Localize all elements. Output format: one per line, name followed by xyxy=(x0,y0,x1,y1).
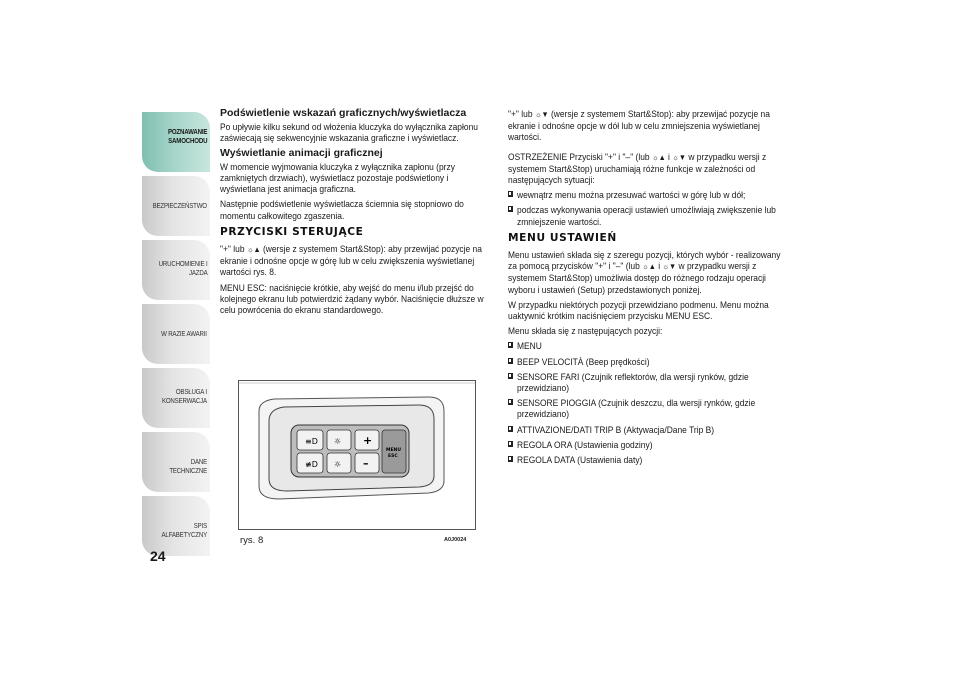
paragraph-menu-submenu: W przypadku niektórych pozycji przewidziano podmenu. Menu można uaktywnić krótkim naciśnięciem przycisku MENU ESC. xyxy=(508,298,769,322)
page-number: 24 xyxy=(150,548,166,564)
sidebar-item-label: OBSŁUGA I KONSERWACJA xyxy=(162,387,207,405)
light-up-icon: ☼▲ xyxy=(642,262,656,272)
list-item: SENSORE FARI (Czujnik reflektorów, dla wersji rynków, gdzie przewidziano) xyxy=(508,371,784,393)
light-down-icon: ☼▼ xyxy=(662,262,677,272)
checkbox-bullet-icon xyxy=(508,342,513,348)
light-down-icon: ☼▼ xyxy=(672,152,687,162)
checkbox-bullet-icon xyxy=(508,426,513,432)
list-item: MENU xyxy=(508,340,784,351)
plus-button-label: + xyxy=(363,434,373,447)
esc-button-label: ESC xyxy=(388,454,398,459)
heading-settings-menu: MENU USTAWIEŃ xyxy=(508,231,617,244)
paragraph-menu-items-intro: Menu składa się z następujących pozycji: xyxy=(508,325,663,337)
sidebar-item-label: URUCHOMIENIE I JAZDA xyxy=(158,259,207,277)
svg-text:≢D: ≢D xyxy=(305,460,318,469)
sidebar-item-poznawanie[interactable] xyxy=(142,112,210,172)
checkbox-bullet-icon xyxy=(508,373,513,379)
dashboard-buttons-illustration xyxy=(239,381,475,529)
checkbox-bullet-icon xyxy=(508,206,513,212)
paragraph-menu-intro: Menu ustawień składa się z szeregu pozycji, których wybór - realizowany za pomocą przycisków "+" i "–" (lub ☼▲ i ☼▼ w przypadku wersji z systemem Start&Stop) umożliwia dostęp do różnego rodzaju operacji wyboru i ustawień (Setup) przedstawionych poniżej. xyxy=(508,249,781,295)
sidebar-item-label: DANE TECHNICZNE xyxy=(169,457,207,475)
list-item: SENSORE PIOGGIA (Czujnik deszczu, dla wersji rynków, gdzie przewidziano) xyxy=(508,397,784,419)
list-item: BEEP VELOCITÀ (Beep prędkości) xyxy=(508,356,784,367)
sidebar-item-label: W RAZIE AWARII xyxy=(161,329,207,338)
paragraph-minus: "+" lub ☼▼ (wersje z systemem Start&Stop): aby przewijać pozycje na ekranie i odnośne opcje w dół lub w celu zmniejszenia wyświetlanej wartości. xyxy=(508,108,770,143)
checkbox-bullet-icon xyxy=(508,191,513,197)
paragraph-plus: "+" lub ☼▲ (wersje z systemem Start&Stop): aby przewijać pozycje na ekranie i odnośne opcje w górę lub w celu zwiększenia wyświetlanej wartości rys. 8. xyxy=(220,243,482,278)
svg-text:☼: ☼ xyxy=(334,460,342,469)
sidebar-item-spis[interactable] xyxy=(142,496,210,556)
light-up-icon: ☼▲ xyxy=(651,152,666,162)
light-icon: ☼▼ xyxy=(534,110,549,119)
figure-code: A0J0024 xyxy=(444,537,467,543)
figure-caption: rys. 8 xyxy=(240,535,264,546)
list-item: ATTIVAZIONE/DATI TRIP B (Aktywacja/Dane Trip B) xyxy=(508,424,784,435)
minus-button-label: – xyxy=(363,457,369,470)
heading-control-buttons: PRZYCISKI STERUJĄCE xyxy=(220,225,364,238)
situations-list xyxy=(508,189,784,227)
list-item: REGOLA ORA (Ustawienia godziny) xyxy=(508,439,784,450)
checkbox-bullet-icon xyxy=(508,456,513,462)
checkbox-bullet-icon xyxy=(508,399,513,405)
list-item: wewnątrz menu można przesuwać wartości w górę lub w dół; xyxy=(508,189,784,200)
svg-text:≡D: ≡D xyxy=(305,437,318,446)
menu-button-label: MENU xyxy=(386,448,401,453)
checkbox-bullet-icon xyxy=(508,358,513,364)
sidebar-item-obsluga[interactable] xyxy=(142,368,210,428)
sidebar-item-label: BEZPIECZEŃSTWO xyxy=(152,201,207,210)
sidebar-item-awarii[interactable] xyxy=(142,304,210,364)
sidebar-item-bezpieczenstwo[interactable] xyxy=(142,176,210,236)
paragraph-warning: OSTRZEŻENIE Przyciski "+" i "–" (lub ☼▲ i ☼▼ w przypadku wersji z systemem Start&Stop) uruchamiają różne funkcje w zależności od następujących sytuacji: xyxy=(508,150,767,186)
figure-control-buttons xyxy=(238,380,476,530)
heading-animation: Wyświetlanie animacji graficznej xyxy=(220,146,383,159)
list-item: REGOLA DATA (Ustawienia daty) xyxy=(508,454,784,465)
right-column xyxy=(508,108,784,469)
sidebar-item-label: POZNAWANIE SAMOCHODU xyxy=(167,127,207,145)
menu-items-list xyxy=(508,340,784,465)
paragraph-fade: Następnie podświetlenie wyświetlacza ściemnia się stopniowo do momentu całkowitego zgaszenia. xyxy=(220,198,464,221)
paragraph-animation: W momencie wyjmowania kluczyka z wyłącznika zapłonu (przy zamkniętych drzwiach), wyświetlacz pozostaje podświetlony i wyświetlana jest animacja graficzna. xyxy=(220,160,455,195)
heading-backlight: Podświetlenie wskazań graficznych/wyświetlacza xyxy=(220,107,467,119)
light-icon: ☼▲ xyxy=(246,245,261,255)
list-item: podczas wykonywania operacji ustawień umożliwiają zwiększenie lub zmniejszenie wartości. xyxy=(508,204,784,226)
paragraph-backlight: Po upływie kilku sekund od włożenia kluczyka do wyłącznika zapłonu zaświecają się sekwencyjnie wskazania graficzne i wyświetlacz. xyxy=(220,121,478,144)
sidebar-item-uruchomienie[interactable] xyxy=(142,240,210,300)
sidebar-item-label: SPIS ALFABETYCZNY xyxy=(161,521,207,539)
left-column xyxy=(220,108,492,319)
paragraph-menu-esc: MENU ESC: naciśnięcie krótkie, aby wejść do menu i/lub przejść do kolejnego ekranu lub potwierdzić żądany wybór. Naciśnięcie dłuższe w celu powrócenia do ekranu standardowego. xyxy=(220,281,484,316)
sidebar-item-dane[interactable] xyxy=(142,432,210,492)
checkbox-bullet-icon xyxy=(508,441,513,447)
svg-text:☼: ☼ xyxy=(334,437,342,446)
